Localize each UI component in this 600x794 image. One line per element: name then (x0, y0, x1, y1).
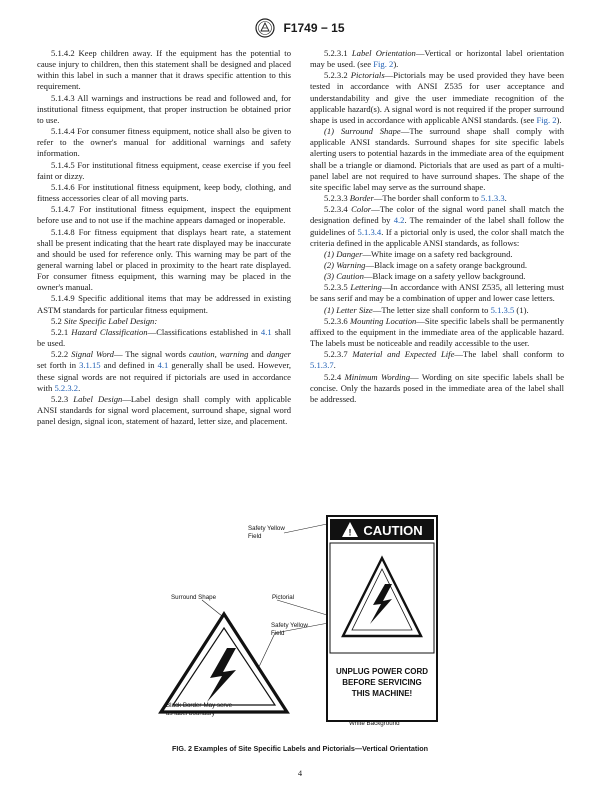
paragraph-5-1-4-4: 5.1.4.4 For consumer fitness equipment, notice shall also be given to refer to the owner's manual for additional warnings and safety information. (37, 126, 291, 159)
paragraph-5-2-3-1: 5.2.3.1 Label Orientation—Vertical or horizontal label orientation may be used. (see Fig. 2). (310, 48, 565, 70)
link-fig-2[interactable]: Fig. 2 (373, 59, 394, 70)
callout-border-line-2: as label boundary (166, 710, 215, 717)
paragraph-5-2-3: 5.2.3 Label Design—Label design shall comply with applicable ANSI standards for signal word placement, surround shape, signal word panel design, signal icon, statement of hazard, letter size, and placement. (37, 393, 292, 427)
caution-word: CAUTION (363, 523, 423, 538)
link-4-1[interactable]: 4.1 (260, 326, 272, 337)
paragraph-5-1-4-3: 5.1.4.3 All warnings and instructions be read and followed and, for institutional fitness equipment, that proper instruction be obtained prior to use. (37, 92, 291, 125)
paragraph-letter-size: (1) Letter Size—The letter size shall conform to 5.1.3.5 (1). (324, 304, 529, 315)
link-5-1-3-4[interactable]: 5.1.3.4 (357, 226, 382, 237)
page-header (0, 18, 600, 38)
label-message-line-3: THIS MACHINE! (351, 689, 413, 698)
paragraph-surround-shape: (1) Surround Shape—The surround shape shall comply with applicable ANSI standards. Surround shapes for site specific labels alerting users to potential hazards in the immediate area of the equipment shall be a triangle or diamond. Pictorials that are used as part of a multi-panel label are not required to have surround shapes. The shape of the site specific label may serve as the surround shape. (310, 126, 564, 192)
link-3-1-15[interactable]: 3.1.15 (79, 360, 101, 371)
callout-safety-yellow: Safety Yellow (248, 525, 285, 532)
paragraph-5-1-4-9: 5.1.4.9 Specific additional items that may be addressed in existing ASTM standards for particular fitness equipment. (37, 293, 291, 315)
section-5-2-heading: 5.2 Site Specific Label Design: (51, 315, 158, 326)
astm-logo-icon (255, 18, 275, 38)
label-message-line-2: BEFORE SERVICING (342, 678, 422, 687)
callout-pictorial: Pictorial (272, 594, 295, 601)
link-5-1-3-3[interactable]: 5.1.3.3 (481, 193, 505, 204)
link-5-2-3-2[interactable]: 5.2.3.2 (54, 382, 79, 393)
vertical-caution-label (327, 516, 437, 721)
link-4-1-b[interactable]: 4.1 (157, 360, 169, 371)
paragraph-color-caution: (3) Caution—Black image on a safety yellow background. (324, 271, 526, 282)
label-message-line-1: UNPLUG POWER CORD (336, 667, 428, 676)
paragraph-5-2-3-4: 5.2.3.4 Color—The color of the signal word panel shall match the designation defined by 4.2. The remainder of the label shall follow the guidelines of 5.1.3.4. If a pictorial only is used, the color shall match the criteria defined in the applicable ANSI standards, as follows: (310, 204, 565, 248)
paragraph-5-1-4-6: 5.1.4.6 For institutional fitness equipment, keep body, clothing, and fitness accessories clear of all moving parts. (37, 181, 291, 204)
callout-field: Field (248, 533, 262, 540)
paragraph-5-1-4-2: 5.1.4.2 Keep children away. If the equipment has the potential to cause injury to children, then this statement shall be designed and placed within this label in such a manner that it draws specific attention to this requirement. (37, 48, 291, 92)
link-4-2[interactable]: 4.2 (393, 215, 405, 226)
paragraph-5-2-1: 5.2.1 Hazard Classification—Classifications established in 4.1 shall be used. (37, 326, 291, 349)
paragraph-5-1-4-5: 5.1.4.5 For institutional fitness equipment, cease exercise if you feel faint or dizzy. (37, 159, 291, 181)
paragraph-5-1-4-7: 5.1.4.7 For institutional fitness equipment, inspect the equipment before use and to not use if the machine appears damaged or inoperable. (37, 204, 291, 226)
right-column (310, 48, 564, 405)
paragraph-5-2-3-7: 5.2.3.7 Material and Expected Life—The label shall conform to 5.1.3.7. (310, 349, 564, 371)
link-5-1-3-5[interactable]: 5.1.3.5 (490, 304, 515, 315)
paragraph-5-2-4: 5.2.4 Minimum Wording— Wording on site specific labels shall be concise. Only the hazards posed in the immediate area of the label shall be addressed. (310, 371, 565, 404)
link-5-1-3-7[interactable]: 5.1.3.7 (310, 360, 334, 371)
paragraph-5-2-2: 5.2.2 Signal Word— The signal words caution, warning and danger set forth in 3.1.15 and defined in 4.1 generally shall be used. However, these signal words are not required if pictorials are used in accordance with 5.2.3.2. (37, 349, 292, 393)
figure-caption: FIG. 2 Examples of Site Specific Labels and Pictorials—Vertical Orientation (171, 744, 429, 753)
svg-text:!: ! (348, 527, 352, 538)
paragraph-5-2-3-2: 5.2.3.2 Pictorials—Pictorials may be used provided they have been tested in accordance with ANSI Z535 for user acceptance and understandability and give the user immediate recognition of the applicable hazard(s). A signal word is not required if the proper surround shape is used in accordance with applicable ANSI standards. (see Fig. 2). (310, 70, 564, 125)
callout-white-background: White Background (349, 720, 400, 727)
callout-field-2: Field (271, 630, 285, 637)
paragraph-5-2-3-5: 5.2.3.5 Lettering—In accordance with ANSI Z535, all lettering must be sans serif and may be a combination of upper and lower case letters. (310, 282, 564, 304)
paragraph-color-warning: (2) Warning—Black image on a safety orange background. (324, 259, 528, 270)
paragraph-5-2-3-3: 5.2.3.3 Border—The border shall conform to 5.1.3.3. (324, 193, 507, 204)
page-number: 4 (297, 768, 303, 778)
paragraph-color-danger: (1) Danger—White image on a safety red background. (324, 248, 513, 259)
callout-safety-yellow-2: Safety Yellow (271, 622, 308, 629)
figure-2 (37, 506, 567, 744)
link-fig-2-b[interactable]: Fig. 2 (536, 114, 557, 125)
callout-surround-shape: Surround Shape (171, 594, 217, 601)
paragraph-5-1-4-8: 5.1.4.8 For fitness equipment that displays heart rate, a statement shall be present indicating that the heart rate displayed may be inaccurate and should be used for reference only. This warning may be part of the general warning label or placed in proximity to the heart rate displayed. For consumer fitness equipment, this warning may be placed in the owner's manual. (37, 226, 291, 293)
left-column (37, 48, 291, 427)
callout-border-line-1: Black Border-May serve (166, 702, 233, 709)
standard-designation: F1749 − 15 (283, 21, 345, 35)
paragraph-5-2-3-6: 5.2.3.6 Mounting Location—Site specific labels shall be permanently affixed to the equipment in the immediate area of the applicable hazard. The labels must be noticeable and readily accessible to the user. (310, 315, 564, 349)
triangle-surround-label (161, 614, 287, 712)
